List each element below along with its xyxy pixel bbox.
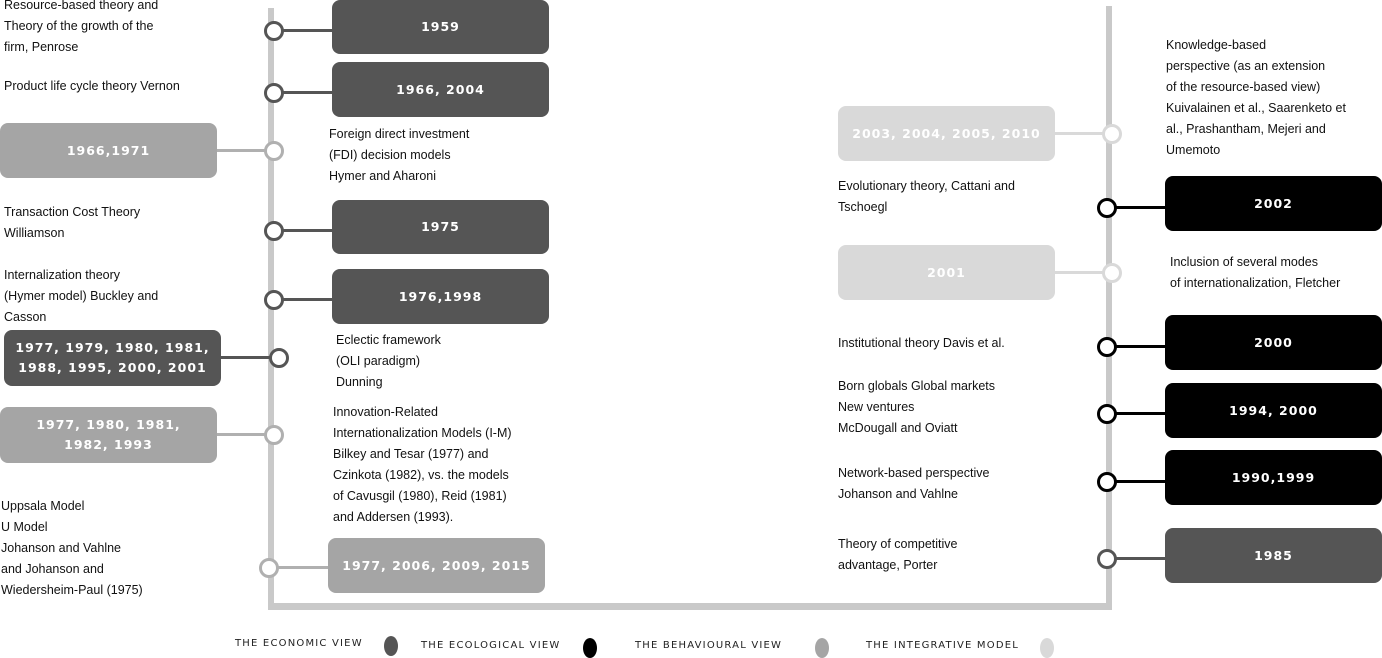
theory-label: Eclectic framework (OLI paradigm) Dunning [336, 333, 441, 389]
connector-line [281, 29, 333, 32]
legend-swatch-behavioural [815, 638, 829, 658]
timeline-node [269, 348, 289, 368]
theory-label: Inclusion of several modes of internationalization, Fletcher [1170, 255, 1341, 290]
legend-label-economic: THE ECONOMIC VIEW [235, 638, 363, 649]
theory-label: Internalization theory (Hymer model) Buckley and Casson [4, 268, 159, 324]
theory-label: Institutional theory Davis et al. [838, 336, 1005, 350]
timeline-node [264, 83, 284, 103]
timeline-node [1097, 198, 1117, 218]
legend-label-behavioural: THE BEHAVIOURAL VIEW [635, 640, 783, 651]
timeline-node [264, 21, 284, 41]
timeline-node [259, 558, 279, 578]
year-box-ecological: 2000 [1165, 315, 1382, 370]
year-box-behavioural: 1977, 1980, 1981, 1982, 1993 [0, 407, 217, 463]
legend-swatch-integrative [1040, 638, 1054, 658]
theory-label: Resource-based theory and Theory of the growth of the firm, Penrose [4, 0, 159, 54]
connector-line [1054, 132, 1106, 135]
legend-label-integrative: THE INTEGRATIVE MODEL [866, 640, 1020, 651]
timeline-node [264, 141, 284, 161]
year-box-economic: 1985 [1165, 528, 1382, 583]
right-timeline-axis [1106, 6, 1112, 610]
theory-label: Innovation-Related Internationalization Models (I-M) Bilkey and Tesar (1977) and Czinkota (1982), vs. the models of Cavusgil (1980), Reid (1981) and Addersen (1993). [333, 405, 512, 524]
connector-line [276, 566, 329, 569]
timeline-node [1097, 549, 1117, 569]
timeline-node [264, 221, 284, 241]
year-box-economic: 1977, 1979, 1980, 1981, 1988, 1995, 2000, 2001 [4, 330, 221, 386]
year-box-economic: 1975 [332, 200, 549, 254]
legend-swatch-ecological [583, 638, 597, 658]
theory-label: Product life cycle theory Vernon [4, 79, 180, 93]
year-box-ecological: 1990,1999 [1165, 450, 1382, 505]
connector-line [281, 91, 333, 94]
year-box-economic: 1966, 2004 [332, 62, 549, 117]
year-box-economic: 1959 [332, 0, 549, 54]
legend-swatch-economic [384, 636, 398, 656]
theory-label: Network-based perspective Johanson and Vahlne [838, 466, 990, 501]
connector-line [281, 229, 333, 232]
theory-label: Born globals Global markets New ventures McDougall and Oviatt [838, 379, 996, 435]
timeline-node [1102, 263, 1122, 283]
theory-label: Transaction Cost Theory Williamson [4, 205, 141, 240]
year-box-integrative: 2003, 2004, 2005, 2010 [838, 106, 1055, 161]
connector-line [220, 356, 272, 359]
connector-line [1054, 271, 1106, 274]
year-box-behavioural: 1966,1971 [0, 123, 217, 178]
connector-line [1115, 480, 1167, 483]
timeline-node [264, 290, 284, 310]
theory-label: Theory of competitive advantage, Porter [838, 537, 958, 572]
connector-line [1115, 206, 1167, 209]
year-box-behavioural: 1977, 2006, 2009, 2015 [328, 538, 545, 593]
timeline-node [1102, 124, 1122, 144]
timeline-node [1097, 472, 1117, 492]
connector-line [281, 298, 333, 301]
year-box-economic: 1976,1998 [332, 269, 549, 324]
connector-line [1115, 412, 1167, 415]
timeline-node [1097, 404, 1117, 424]
year-box-ecological: 2002 [1165, 176, 1382, 231]
connector-line [1115, 345, 1167, 348]
theory-label: Foreign direct investment (FDI) decision models Hymer and Aharoni [329, 127, 470, 183]
timeline-node [264, 425, 284, 445]
connector-line [216, 433, 268, 436]
timeline-node [1097, 337, 1117, 357]
connector-line [216, 149, 268, 152]
theory-label: Evolutionary theory, Cattani and Tschoegl [838, 179, 1015, 214]
year-box-integrative: 2001 [838, 245, 1055, 300]
year-box-ecological: 1994, 2000 [1165, 383, 1382, 438]
connector-line [1115, 557, 1167, 560]
bottom-baseline [268, 603, 1112, 610]
theory-label: Knowledge-based perspective (as an extension of the resource-based view) Kuivalainen et al., Saarenketo et al., Prashantham, Mejeri and Umemoto [1166, 38, 1346, 157]
legend-label-ecological: THE ECOLOGICAL VIEW [421, 640, 561, 651]
theory-label: Uppsala Model U Model Johanson and Vahlne and Johanson and Wiedersheim-Paul (1975) [1, 499, 143, 597]
